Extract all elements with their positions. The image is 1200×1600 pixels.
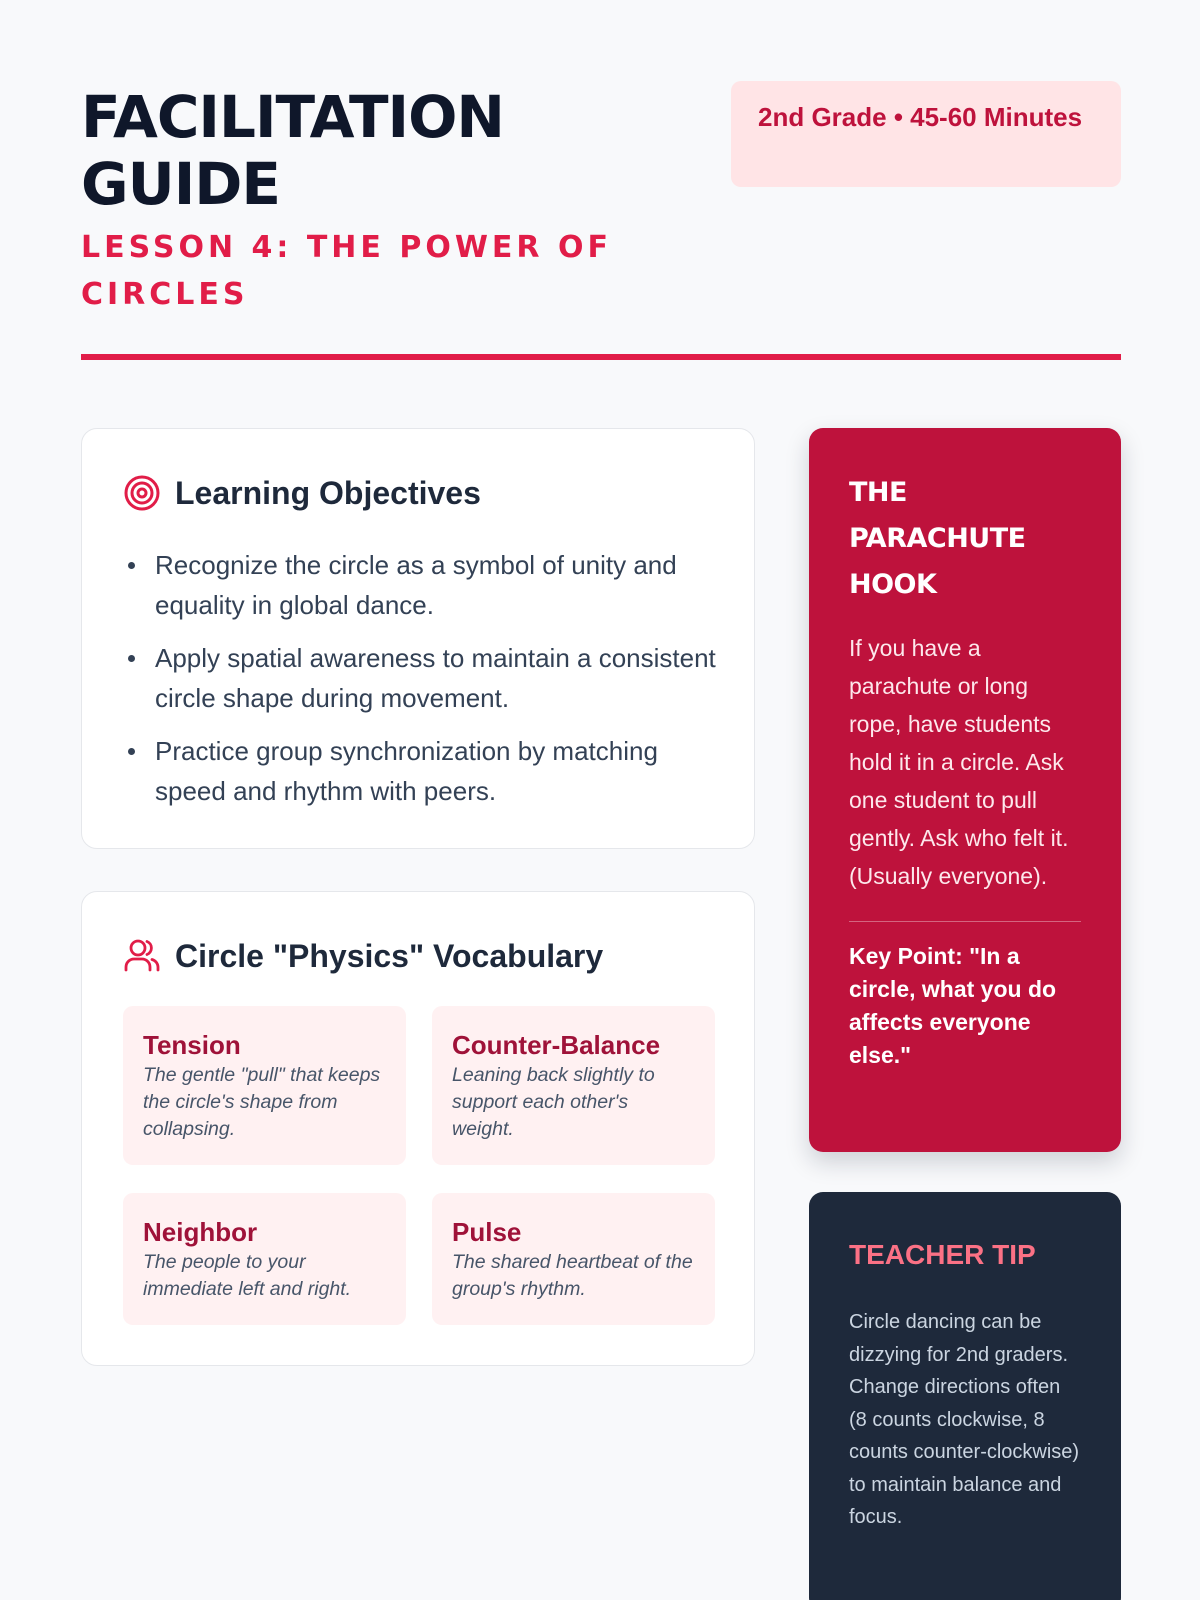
grade-duration-badge: 2nd Grade • 45-60 Minutes: [731, 81, 1121, 187]
vocab-term: Neighbor: [143, 1217, 258, 1247]
lesson-subtitle: LESSON 4: THE POWER OF CIRCLES: [81, 230, 612, 312]
tip-title: TEACHER TIP: [849, 1239, 1036, 1270]
vocab-tile-neighbor: [123, 1193, 406, 1325]
vocab-definition: The gentle "pull" that keeps the circle's shape from collapsing.: [143, 1064, 381, 1140]
tip-body: Circle dancing can be dizzying for 2nd graders. Change directions often (8 counts clockwise, 8 counts counter-clockwise) to maintain balance and focus.: [849, 1311, 1080, 1528]
objectives-list: [155, 545, 725, 824]
page-title: FACILITATION GUIDE: [81, 83, 504, 218]
learning-objectives-card: [81, 428, 755, 849]
vocabulary-card: [81, 891, 755, 1366]
vocab-definition: Leaning back slightly to support each other's weight.: [452, 1064, 655, 1140]
page-header: [81, 80, 1121, 362]
hook-divider: [849, 921, 1081, 922]
hook-title: THE PARACHUTE HOOK: [849, 477, 1026, 600]
list-item: Practice group synchronization by matching speed and rhythm with peers.: [155, 731, 725, 811]
hook-body: If you have a parachute or long rope, have students hold it in a circle. Ask one student to pull gently. Ask who felt it. (Usually everyone).: [849, 635, 1069, 889]
objectives-title: Learning Objectives: [175, 474, 481, 511]
vocab-tile-pulse: [432, 1193, 715, 1325]
teacher-tip-panel: [809, 1192, 1121, 1600]
list-item: Apply spatial awareness to maintain a consistent circle shape during movement.: [155, 638, 725, 718]
vocab-definition: The people to your immediate left and right.: [143, 1251, 352, 1300]
vocab-tile-counter-balance: [432, 1006, 715, 1165]
vocab-term: Counter-Balance: [452, 1030, 661, 1060]
vocab-definition: The shared heartbeat of the group's rhythm.: [452, 1251, 693, 1300]
vocab-term: Tension: [143, 1030, 241, 1060]
target-icon: [123, 474, 161, 512]
header-divider: [81, 354, 1121, 360]
vocabulary-title: Circle "Physics" Vocabulary: [175, 937, 604, 974]
parachute-hook-panel: [809, 428, 1121, 1152]
objectives-header: [123, 473, 481, 513]
vocab-tile-tension: [123, 1006, 406, 1165]
list-item: Recognize the circle as a symbol of unity and equality in global dance.: [155, 545, 725, 625]
hook-key-point: Key Point: "In a circle, what you do affects everyone else.": [849, 943, 1057, 1068]
vocabulary-header: [123, 936, 603, 976]
vocab-term: Pulse: [452, 1217, 522, 1247]
users-icon: [123, 937, 161, 975]
